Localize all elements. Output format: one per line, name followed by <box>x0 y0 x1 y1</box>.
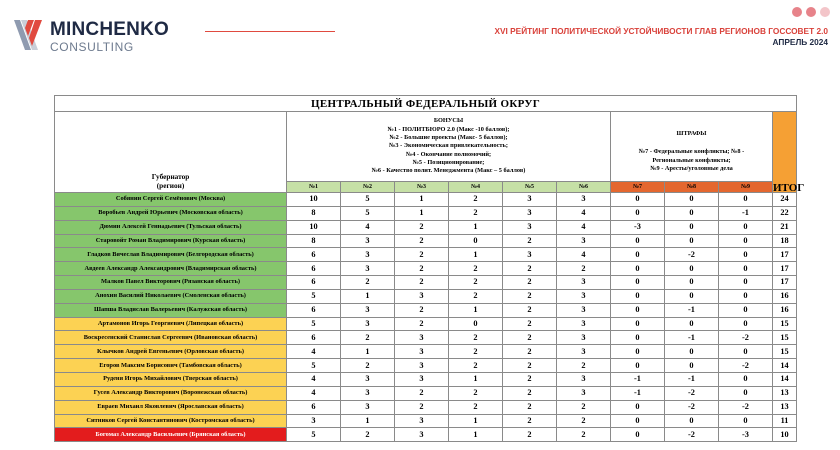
table-row <box>55 193 797 207</box>
score-cell: 2 <box>449 262 503 276</box>
minchenko-logo-icon <box>12 16 46 52</box>
total-score: 10 <box>773 428 797 442</box>
score-cell: 3 <box>557 289 611 303</box>
bonus-header-line: №4 - Окончание полномочий; <box>405 150 492 158</box>
score-cell: -1 <box>611 386 665 400</box>
score-cell: 2 <box>503 289 557 303</box>
score-cell: 0 <box>611 303 665 317</box>
score-cell: 8 <box>287 206 341 220</box>
bonus-col-2: №2 <box>341 182 395 193</box>
score-cell: 1 <box>449 372 503 386</box>
score-cell: 2 <box>449 289 503 303</box>
score-cell: 2 <box>503 386 557 400</box>
score-cell: 2 <box>395 303 449 317</box>
governor-name: Гладков Вячеслав Владимирович (Белгородская область) <box>55 248 287 262</box>
score-cell: 1 <box>449 220 503 234</box>
table-row <box>55 262 797 276</box>
score-cell: 0 <box>665 220 719 234</box>
score-cell: 2 <box>503 359 557 373</box>
score-cell: 2 <box>503 331 557 345</box>
governor-name: Воскресенский Станислав Сергеевич (Ивановская область) <box>55 331 287 345</box>
score-cell: 4 <box>287 386 341 400</box>
score-cell: -1 <box>665 331 719 345</box>
score-cell: 1 <box>341 414 395 428</box>
bonus-header-line: №3 - Экономическая привлекательность; <box>389 142 508 150</box>
total-score: 15 <box>773 331 797 345</box>
rating-table-wrapper <box>54 95 805 442</box>
governor-header-line: Губернатор <box>151 172 190 181</box>
score-cell: 1 <box>449 428 503 442</box>
total-score: 11 <box>773 414 797 428</box>
score-cell: 0 <box>611 345 665 359</box>
score-cell: 2 <box>395 234 449 248</box>
score-cell: 0 <box>665 317 719 331</box>
table-row <box>55 386 797 400</box>
score-cell: 3 <box>557 345 611 359</box>
table-row <box>55 345 797 359</box>
bonus-header-line: №1 - ПОЛИТБЮРО 2.0 (Макс -10 баллов); <box>387 125 510 133</box>
score-cell: 0 <box>611 248 665 262</box>
table-row <box>55 372 797 386</box>
score-cell: 0 <box>611 262 665 276</box>
score-cell: 3 <box>395 372 449 386</box>
score-cell: 0 <box>665 359 719 373</box>
score-cell: 2 <box>503 234 557 248</box>
penalty-header-line: Региональные конфликты; <box>652 156 731 164</box>
score-cell: 5 <box>341 193 395 207</box>
score-cell: 0 <box>611 289 665 303</box>
score-cell: 2 <box>395 262 449 276</box>
score-cell: 2 <box>557 414 611 428</box>
score-cell: 5 <box>287 359 341 373</box>
score-cell: 3 <box>503 193 557 207</box>
governor-name: Анохин Василий Николаевич (Смоленская область) <box>55 289 287 303</box>
penalty-col-8: №8 <box>665 182 719 193</box>
score-cell: 0 <box>719 220 773 234</box>
header-divider <box>205 31 335 32</box>
score-cell: 2 <box>341 276 395 290</box>
score-cell: 2 <box>503 303 557 317</box>
score-cell: 3 <box>287 414 341 428</box>
score-cell: 0 <box>719 414 773 428</box>
total-score: 17 <box>773 248 797 262</box>
total-score: 24 <box>773 193 797 207</box>
score-cell: -2 <box>719 331 773 345</box>
score-cell: 3 <box>557 276 611 290</box>
score-cell: 3 <box>557 193 611 207</box>
score-cell: 1 <box>341 289 395 303</box>
score-cell: 1 <box>449 414 503 428</box>
score-cell: 0 <box>611 331 665 345</box>
total-score: 15 <box>773 317 797 331</box>
bonus-col-6: №6 <box>557 182 611 193</box>
total-score: 21 <box>773 220 797 234</box>
score-cell: 6 <box>287 248 341 262</box>
bonus-header-line: №2 - Большие проекты (Макс- 5 баллов); <box>389 134 508 142</box>
score-cell: 2 <box>503 262 557 276</box>
bonus-header-line: БОНУСЫ <box>433 117 464 125</box>
score-cell: 2 <box>503 372 557 386</box>
score-cell: 2 <box>395 400 449 414</box>
governor-name: Собянин Сергей Семёнович (Москва) <box>55 193 287 207</box>
bonus-header-line: №6 - Качество полит. Менеджмента (Макс – 5 баллов) <box>371 167 526 175</box>
score-cell: 0 <box>611 206 665 220</box>
decorative-dots <box>792 7 830 17</box>
score-cell: 2 <box>449 345 503 359</box>
governor-name: Гусев Александр Викторович (Воронежская область) <box>55 386 287 400</box>
score-cell: 3 <box>557 386 611 400</box>
dot-icon <box>806 7 816 17</box>
score-cell: 2 <box>503 428 557 442</box>
score-cell: 4 <box>287 372 341 386</box>
score-cell: 0 <box>665 206 719 220</box>
score-cell: 6 <box>287 303 341 317</box>
score-cell: 2 <box>503 414 557 428</box>
score-cell: 0 <box>611 428 665 442</box>
governor-name: Артамонов Игорь Георгиевич (Липецкая область) <box>55 317 287 331</box>
governor-header-line: (регион) <box>156 181 185 190</box>
score-cell: 3 <box>341 234 395 248</box>
score-cell: 2 <box>557 359 611 373</box>
score-cell: 10 <box>287 220 341 234</box>
score-cell: 4 <box>341 220 395 234</box>
score-cell: 0 <box>665 193 719 207</box>
score-cell: 10 <box>287 193 341 207</box>
bonus-col-3: №3 <box>395 182 449 193</box>
score-cell: 3 <box>395 428 449 442</box>
score-cell: 0 <box>665 345 719 359</box>
dot-icon <box>820 7 830 17</box>
score-cell: 2 <box>557 262 611 276</box>
score-cell: 3 <box>557 303 611 317</box>
score-cell: 3 <box>341 386 395 400</box>
score-cell: 4 <box>557 220 611 234</box>
score-cell: 4 <box>287 345 341 359</box>
district-title: ЦЕНТРАЛЬНЫЙ ФЕДЕРАЛЬНЫЙ ОКРУГ <box>55 96 797 112</box>
score-cell: 6 <box>287 276 341 290</box>
penalty-header-line: №7 - Федеральные конфликты; №8 - <box>638 148 745 156</box>
score-cell: 3 <box>395 331 449 345</box>
score-cell: -2 <box>665 400 719 414</box>
score-cell: 5 <box>341 206 395 220</box>
score-cell: 4 <box>557 248 611 262</box>
score-cell: 0 <box>719 372 773 386</box>
score-cell: 2 <box>449 386 503 400</box>
score-cell: -3 <box>719 428 773 442</box>
table-row <box>55 400 797 414</box>
report-title: XVI РЕЙТИНГ ПОЛИТИЧЕСКОЙ УСТОЙЧИВОСТИ ГЛАВ РЕГИОНОВ ГОССОВЕТ 2.0 <box>494 26 828 36</box>
score-cell: 2 <box>395 317 449 331</box>
table-row <box>55 331 797 345</box>
score-cell: 1 <box>341 345 395 359</box>
score-cell: 2 <box>395 248 449 262</box>
score-cell: -2 <box>719 359 773 373</box>
score-cell: 0 <box>719 276 773 290</box>
score-cell: 2 <box>503 400 557 414</box>
score-cell: -2 <box>665 248 719 262</box>
score-cell: 3 <box>341 372 395 386</box>
table-row <box>55 428 797 442</box>
score-cell: 0 <box>665 276 719 290</box>
score-cell: 0 <box>611 414 665 428</box>
score-cell: 0 <box>665 234 719 248</box>
score-cell: 2 <box>341 359 395 373</box>
table-row <box>55 276 797 290</box>
score-cell: 2 <box>449 400 503 414</box>
score-cell: 6 <box>287 331 341 345</box>
governor-name: Ситников Сергей Константинович (Костромская область) <box>55 414 287 428</box>
score-cell: 0 <box>611 193 665 207</box>
table-row <box>55 248 797 262</box>
total-score: 14 <box>773 359 797 373</box>
score-cell: 3 <box>503 206 557 220</box>
score-cell: 3 <box>395 345 449 359</box>
bonus-header <box>287 112 611 182</box>
score-cell: 1 <box>449 248 503 262</box>
score-cell: 0 <box>665 289 719 303</box>
governor-name: Малков Павел Викторович (Рязанская область) <box>55 276 287 290</box>
score-cell: 0 <box>719 248 773 262</box>
score-cell: 3 <box>395 289 449 303</box>
score-cell: 2 <box>503 317 557 331</box>
governor-name: Дюмин Алексей Геннадьевич (Тульская область) <box>55 220 287 234</box>
total-header: ИТОГ <box>773 112 797 193</box>
table-row <box>55 359 797 373</box>
score-cell: 3 <box>341 248 395 262</box>
score-cell: 0 <box>719 234 773 248</box>
logo <box>12 14 202 58</box>
score-cell: -3 <box>611 220 665 234</box>
score-cell: 0 <box>719 289 773 303</box>
bonus-col-4: №4 <box>449 182 503 193</box>
bonus-col-1: №1 <box>287 182 341 193</box>
score-cell: 0 <box>665 262 719 276</box>
score-cell: -1 <box>665 303 719 317</box>
governor-name: Богомаз Александр Васильевич (Брянская область) <box>55 428 287 442</box>
score-cell: 2 <box>503 276 557 290</box>
total-score: 16 <box>773 303 797 317</box>
score-cell: 2 <box>449 359 503 373</box>
score-cell: 5 <box>287 428 341 442</box>
score-cell: 0 <box>719 386 773 400</box>
score-cell: 3 <box>395 359 449 373</box>
score-cell: 6 <box>287 400 341 414</box>
total-score: 17 <box>773 262 797 276</box>
governor-name: Старовойт Роман Владимирович (Курская область) <box>55 234 287 248</box>
score-cell: 1 <box>449 303 503 317</box>
total-score: 16 <box>773 289 797 303</box>
penalty-header-line: №9 - Аресты/уголовные дела <box>650 164 733 172</box>
score-cell: -1 <box>719 206 773 220</box>
table-row <box>55 220 797 234</box>
score-cell: 2 <box>395 386 449 400</box>
total-score: 14 <box>773 372 797 386</box>
bonus-header-line: №5 - Позиционирование; <box>412 158 485 166</box>
score-cell: 0 <box>449 317 503 331</box>
governor-name: Воробьев Андрей Юрьевич (Московская область) <box>55 206 287 220</box>
score-cell: 5 <box>287 289 341 303</box>
score-cell: 3 <box>557 234 611 248</box>
table-row <box>55 289 797 303</box>
score-cell: 3 <box>557 331 611 345</box>
governor-name: Руденя Игорь Михайлович (Тверская область) <box>55 372 287 386</box>
table-row <box>55 317 797 331</box>
rating-table <box>54 95 805 442</box>
table-row <box>55 303 797 317</box>
governor-name: Авдеев Александр Александрович (Владимирская область) <box>55 262 287 276</box>
score-cell: 0 <box>611 359 665 373</box>
score-cell: 2 <box>449 193 503 207</box>
score-cell: 0 <box>611 276 665 290</box>
score-cell: 0 <box>611 234 665 248</box>
penalty-header-line: ШТРАФЫ <box>676 129 707 137</box>
score-cell: -2 <box>665 428 719 442</box>
total-score: 13 <box>773 386 797 400</box>
score-cell: 2 <box>449 331 503 345</box>
penalty-col-7: №7 <box>611 182 665 193</box>
score-cell: -1 <box>611 372 665 386</box>
score-cell: -2 <box>665 386 719 400</box>
total-score: 15 <box>773 345 797 359</box>
score-cell: -2 <box>719 400 773 414</box>
score-cell: 3 <box>503 220 557 234</box>
table-row <box>55 206 797 220</box>
score-cell: -1 <box>665 372 719 386</box>
total-score: 17 <box>773 276 797 290</box>
score-cell: 6 <box>287 262 341 276</box>
governor-header <box>55 112 287 193</box>
governor-rows <box>55 193 797 442</box>
logo-name: MINCHENKO <box>50 19 169 40</box>
score-cell: 2 <box>449 276 503 290</box>
score-cell: 3 <box>341 303 395 317</box>
total-score: 13 <box>773 400 797 414</box>
score-cell: 3 <box>503 248 557 262</box>
score-cell: 2 <box>395 220 449 234</box>
penalty-header <box>611 112 773 182</box>
score-cell: 0 <box>611 317 665 331</box>
score-cell: 4 <box>557 206 611 220</box>
dot-icon <box>792 7 802 17</box>
score-cell: 2 <box>557 400 611 414</box>
score-cell: 1 <box>395 206 449 220</box>
score-cell: 0 <box>719 193 773 207</box>
score-cell: 1 <box>395 193 449 207</box>
score-cell: 0 <box>719 317 773 331</box>
governor-name: Евраев Михаил Яковлевич (Ярославская область) <box>55 400 287 414</box>
score-cell: 2 <box>341 428 395 442</box>
score-cell: 0 <box>665 414 719 428</box>
governor-name: Шапша Владислав Валерьевич (Калужская область) <box>55 303 287 317</box>
score-cell: 2 <box>503 345 557 359</box>
score-cell: 3 <box>557 372 611 386</box>
score-cell: 3 <box>341 317 395 331</box>
score-cell: 0 <box>719 303 773 317</box>
table-row <box>55 414 797 428</box>
score-cell: 2 <box>449 206 503 220</box>
score-cell: 0 <box>719 345 773 359</box>
score-cell: 0 <box>449 234 503 248</box>
score-cell: 8 <box>287 234 341 248</box>
score-cell: 0 <box>611 400 665 414</box>
score-cell: 2 <box>557 428 611 442</box>
bonus-col-5: №5 <box>503 182 557 193</box>
score-cell: 0 <box>719 262 773 276</box>
score-cell: 2 <box>395 276 449 290</box>
governor-name: Клычков Андрей Евгеньевич (Орловская область) <box>55 345 287 359</box>
score-cell: 5 <box>287 317 341 331</box>
score-cell: 3 <box>395 414 449 428</box>
total-score: 22 <box>773 206 797 220</box>
table-row <box>55 234 797 248</box>
score-cell: 3 <box>341 400 395 414</box>
score-cell: 2 <box>341 331 395 345</box>
logo-subtitle: CONSULTING <box>50 40 134 54</box>
penalty-col-9: №9 <box>719 182 773 193</box>
score-cell: 3 <box>557 317 611 331</box>
score-cell: 3 <box>341 262 395 276</box>
report-date: АПРЕЛЬ 2024 <box>772 37 828 47</box>
governor-name: Егоров Максим Борисович (Тамбовская область) <box>55 359 287 373</box>
total-score: 18 <box>773 234 797 248</box>
